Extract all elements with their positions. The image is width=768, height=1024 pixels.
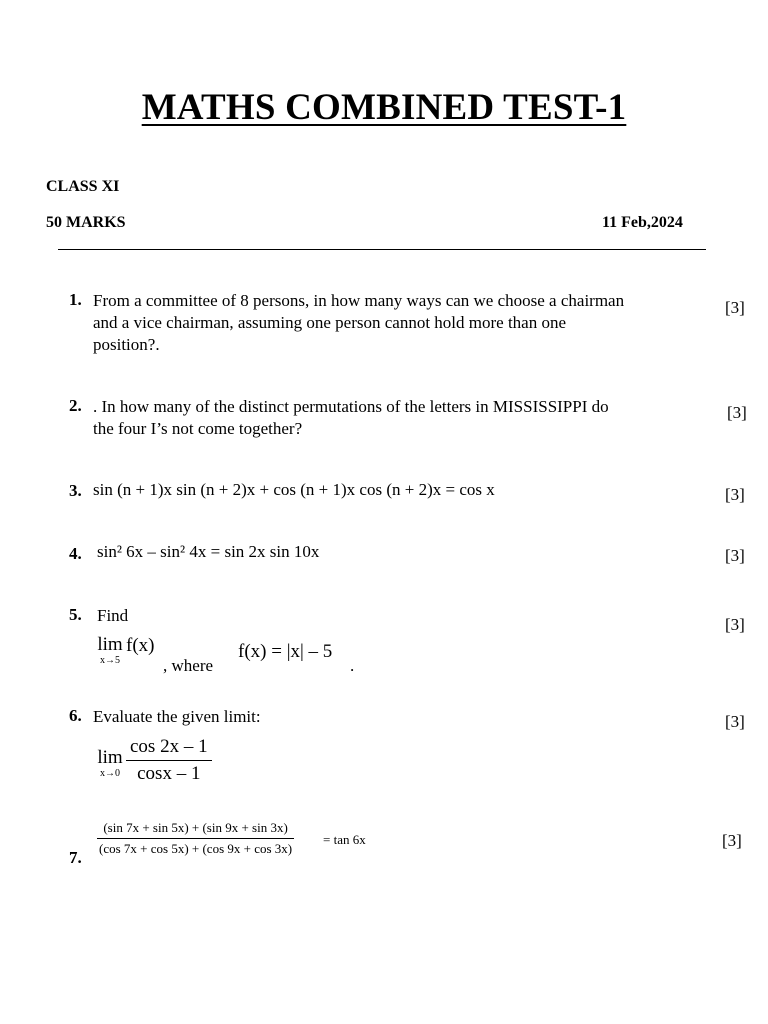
lim-subscript: x→5 (100, 655, 120, 666)
question-line: From a committee of 8 persons, in how many ways can we choose a chairman (93, 291, 625, 310)
question-math: sin (n + 1)x sin (n + 2)x + cos (n + 1)x cos (n + 2)x = cos x (93, 480, 495, 499)
question-text: Evaluate the given limit: (93, 707, 261, 726)
marks-badge: [3] (725, 485, 745, 504)
header-divider (58, 249, 706, 250)
marks-badge: [3] (725, 298, 745, 317)
function-definition: f(x) = |x| – 5 (238, 641, 333, 662)
fraction-denominator: (cos 7x + cos 5x) + (cos 9x + cos 3x) (99, 841, 293, 856)
lim-word: lim (97, 634, 123, 655)
fraction-numerator: (sin 7x + sin 5x) + (sin 9x + sin 3x) (103, 820, 288, 835)
fraction-denominator: cosx – 1 (137, 763, 201, 784)
limit-expression: f(x) (126, 635, 155, 656)
limit-operator (95, 748, 125, 779)
lim-word: lim (97, 747, 123, 768)
trailing-period: . (350, 656, 355, 675)
question-number: 1. (69, 290, 82, 309)
question-text: Find (97, 606, 129, 625)
question-line: position?. (93, 335, 160, 354)
question-text (93, 396, 713, 440)
question-number: 7. (69, 848, 82, 867)
question-line: and a vice chairman, assuming one person cannot hold more than one (93, 313, 567, 332)
marks-badge: [3] (725, 712, 745, 731)
class-label: CLASS XI (46, 178, 120, 195)
equation-fraction (97, 820, 294, 857)
question-number: 3. (69, 481, 82, 500)
lim-subscript: x→0 (100, 768, 120, 779)
test-date: 11 Feb,2024 (602, 214, 683, 231)
question-line: . In how many of the distinct permutations of the letters in MISSISSIPPI do (93, 397, 609, 416)
question-text (93, 290, 713, 356)
question-number: 5. (69, 605, 82, 624)
marks-badge: [3] (725, 615, 745, 634)
limit-fraction (126, 736, 212, 785)
question-math: sin² 6x – sin² 4x = sin 2x sin 10x (97, 542, 320, 561)
page-title-text: MATHS COMBINED TEST-1 (141, 87, 627, 128)
where-text: , where (163, 656, 214, 675)
question-line: the four I’s not come together? (93, 419, 303, 438)
marks-badge: [3] (725, 546, 745, 565)
fraction-numerator: cos 2x – 1 (130, 736, 208, 757)
page-title (0, 86, 768, 129)
marks-badge: [3] (727, 403, 747, 422)
question-number: 2. (69, 396, 82, 415)
marks-label: 50 MARKS (46, 214, 126, 231)
marks-badge: [3] (722, 831, 742, 850)
question-number: 4. (69, 544, 82, 563)
limit-operator (95, 635, 125, 666)
question-number: 6. (69, 706, 82, 725)
equation-rhs: = tan 6x (323, 832, 366, 847)
